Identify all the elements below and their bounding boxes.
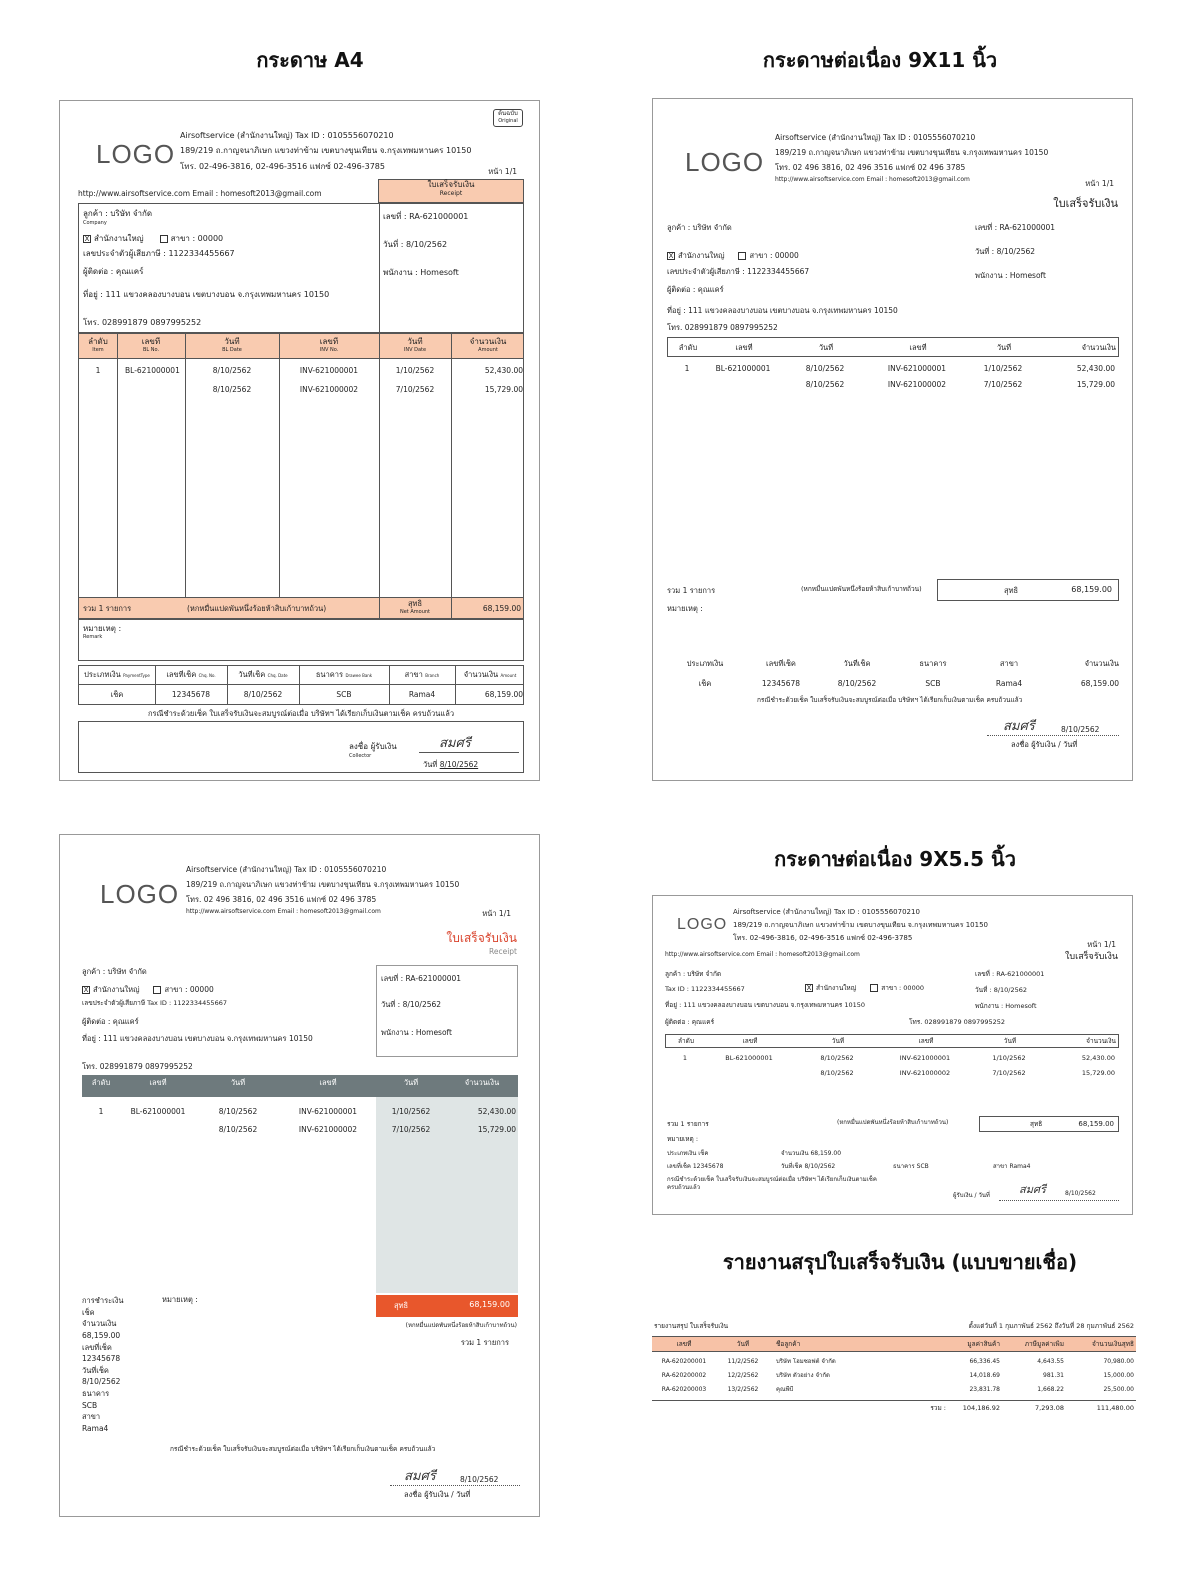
net-amount-box: สุทธิ 68,159.00 [937,579,1119,601]
net-amount-box: สุทธิ 68,159.00 [979,1116,1119,1132]
summary-total-row: รวม : 104,186.92 7,293.08 111,480.00 [930,1404,1134,1412]
table-row: 8/10/2562 INV-621000002 7/10/2562 15,729.00 [218,1125,516,1134]
sheet-9x55: LOGO Airsoftservice (สำนักงานใหญ่) Tax ID : 0105556070210 189/219 ถ.กาญจนาภิเษก แขวงท่าข้าม เขตบางขุนเทียน จ.กรุงเทพมหานคร 10150 โทร. 02-496-3816, 02-496-3516 แฟกซ์ 02-496-3785 http://www.airsoftservice.com Email : homesoft2013@gmail.com หน้า 1/1 ใบเสร็จรับเงิน ลูกค้า : บริษัท จำกัด Tax ID : 1122334455667 X สำนักงานใหญ่ สาขา : 00000 ที่อยู่ : 111 แขวงคลองบางบอน เขตบางบอน จ.กรุงเทพมหานคร 10150 ผู้ติดต่อ : คุณแคร์ โทร. 028991879 0897995252 เลขที่ : RA-621000001 วันที่ : 8/10/2562 พนักงาน : Homesoft ลำดับ เลขที่ วันที่ เลขที่ วันที่ จำนวนเงิน 1 BL-621000001 8/10/2562 INV-621000001 1/10/2562 52,430.00 8/10/2562 INV-621000002 7/10/2562 15,729.00 รวม 1 รายการ (หกหมื่นแปดพันหนึ่งร้อยห้าสิบเก้าบาทถ้วน) สุทธิ 68,159.00 หมายเหตุ : ประเภทเงิน เช็ค จำนวนเงิน 68,159.00 เลขที่เช็ค 12345678 วันที่เช็ค 8/10/2562 ธนาคาร SCB สาขา Rama4 กรณีชำระด้วยเช็ค ใบเสร็จรับเงินจะสมบูรณ์ต่อเมื่อ บริษัทฯ ได้เรียกเก็บเงินตามเช็ค ครบถ้วนแล้ว สมศรี 8/10/2562 ผู้รับเงิน / วันที่ [652,895,1133,1215]
original-badge: ต้นฉบับ Original [493,109,523,127]
heading-a4: กระดาษ A4 [256,48,364,72]
table-row: 8/10/2562 INV-621000002 7/10/2562 15,729.00 [805,380,1115,389]
sheet-a4 [59,100,540,781]
web-email: http://www.airsoftservice.com Email : homesoft2013@gmail.com [78,189,322,198]
company-info: Airsoftservice (สำนักงานใหญ่) Tax ID : 0105556070210 189/219 ถ.กาญจนาภิเษก แขวงท่าข้าม เขตบางขุนเทียน จ.กรุงเทพมหานคร 10150 โทร. 02 496 3816, 02 496 3516 แฟกซ์ 02 496 3785 http://www.airsoftservice.com Email : homesoft2013@gmail.com [186,865,460,916]
head-office-checkbox[interactable]: X [83,986,89,994]
receipt-title: ใบเสร็จรับเงิน [1065,952,1118,962]
payment-details: การชำระเงิน เช็ค จำนวนเงิน 68,159.00 เลขที่เช็ค 12345678 วันที่เช็ค 8/10/2562 ธนาคาร SCB สาขา Rama4 [82,1296,124,1433]
doc-info-box: เลขที่ : RA-621000001 วันที่ : 8/10/2562 พนักงาน : Homesoft [376,965,518,1057]
summary-row: RA-620200001 11/2/2562 บริษัท โฮมซอฟต์ จำกัด 66,336.45 4,643.55 70,980.00 [661,1358,1134,1365]
signature-image: สมศรี [1019,1183,1046,1196]
summary-range: ตั้งแต่วันที่ 1 กุมภาพันธ์ 2562 ถึงวันที่ 28 กุมภาพันธ์ 2562 [968,1322,1134,1330]
cheque-note: กรณีชำระด้วยเช็ค ใบเสร็จรับเงินจะสมบูรณ์ต่อเมื่อ บริษัทฯ ได้เรียกเก็บเงินตามเช็ค ครบถ้วนแล้ว [667,1176,877,1191]
company-logo: LOGO [96,139,176,169]
receipt-title: ใบเสร็จรับเงิน [1053,197,1118,210]
signature-box: ลงชื่อ ผู้รับเงิน Collector สมศรี วันที่ 8/10/2562 [78,721,524,773]
company-info: Airsoftservice (สำนักงานใหญ่) Tax ID : 0105556070210 189/219 ถ.กาญจนาภิเษก แขวงท่าข้าม เขตบางขุนเทียน จ.กรุงเทพมหานคร 10150 โทร. 02-496-3816, 02-496-3516 แฟกซ์ 02-496-3785 [180,131,472,171]
items-table-header: ลำดับ เลขที่ วันที่ เลขที่ วันที่ จำนวนเงิน [82,1075,518,1097]
payment-row: เช็ค 12345678 8/10/2562 SCB Rama4 68,159.00 [110,690,523,699]
head-office-checkbox[interactable]: X [806,984,812,992]
heading-9x11: กระดาษต่อเนื่อง 9X11 นิ้ว [762,48,998,72]
branch-checkbox[interactable] [153,986,161,994]
page-number: หน้า 1/1 [1087,940,1116,949]
branch-checkbox[interactable] [870,984,878,992]
summary-report [652,1318,1136,1418]
head-office-checkbox[interactable]: X [84,234,90,243]
items-table-header: ลำดับ เลขที่ วันที่ เลขที่ วันที่ จำนวนเงิน [665,1034,1119,1048]
company-logo: LOGO [677,916,728,933]
head-office-checkbox[interactable]: X [668,252,674,260]
page-number: หน้า 1/1 [488,167,517,176]
signature-image: สมศรี [439,736,471,751]
heading-9x55: กระดาษต่อเนื่อง 9X5.5 นิ้ว [774,847,1016,871]
table-row: 1 BL-621000001 8/10/2562 INV-621000001 1/10/2562 52,430.00 [95,366,523,375]
items-table-header: ลำดับ เลขที่ วันที่ เลขที่ วันที่ จำนวนเงิน [88,337,507,346]
payment-table: ประเภทเงิน PaymentType เลขที่เช็ค Chq. No. วันที่เช็ค Chq. Date ธนาคาร Drawee Bank สาขา Branch จำนวนเงิน Amount เช็ค 12345678 8/10/2562 SCB Rama4 68,159.00 [78,665,524,705]
receipt-title-box: ใบเสร็จรับเงิน Receipt [378,179,524,203]
table-row: 8/10/2562 INV-621000002 7/10/2562 15,729.00 [820,1069,1115,1077]
summary-title: รายงานสรุป ใบเสร็จรับเงิน [654,1322,729,1330]
cheque-note: กรณีชำระด้วยเช็ค ใบเสร็จรับเงินจะสมบูรณ์ต่อเมื่อ บริษัทฯ ได้เรียกเก็บเงินตามเช็ค ครบถ้วนแล้ว [147,709,455,718]
remark-box: หมายเหตุ : Remark [78,619,524,661]
summary-header: เลขที่ วันที่ ชื่อลูกค้า มูลค่าสินค้า ภาษีมูลค่าเพิ่ม จำนวนเงินสุทธิ [652,1336,1136,1352]
cheque-note: กรณีชำระด้วยเช็ค ใบเสร็จรับเงินจะสมบูรณ์ต่อเมื่อ บริษัทฯ ได้เรียกเก็บเงินตามเช็ค ครบถ้วนแล้ว [757,696,1023,704]
summary-row: RA-620200003 13/2/2562 คุณพีบี 23,831.78 1,668.22 25,500.00 [661,1386,1134,1393]
customer-box: ลูกค้า : บริษัท จำกัด Company X สำนักงานใหญ่ สาขา : 00000 เลขประจำตัวผู้เสียภาษี : 1122334455667 ผู้ติดต่อ : คุณแคร์ ที่อยู่ : 111 แขวงคลองบางบอน เขตบางบอน จ.กรุงเทพมหานคร 10150 โทร. 028991879 0897995252 เลขที่ : RA-621000001 วันที่ : 8/10/2562 พนักงาน : Homesoft [78,203,524,333]
company-info: Airsoftservice (สำนักงานใหญ่) Tax ID : 0105556070210 189/219 ถ.กาญจนาภิเษก แขวงท่าข้าม เขตบางขุนเทียน จ.กรุงเทพมหานคร 10150 โทร. 02 496 3816, 02 496 3516 แฟกซ์ 02 496 3785 http://www.airsoftservice.com Email : homesoft2013@gmail.com [775,133,1049,184]
items-table: ลำดับ เลขที่ วันที่ เลขที่ วันที่ จำนวนเงิน Item BL No. BL Date INV No. INV Date Amount 1 BL-621000001 8/10/2562 INV-621000001 1/10/2562 52,430.00 8/10/2562 INV-621000002 7/10/2562 15,729.00 [78,333,524,619]
signature-image: สมศรี [404,1469,436,1484]
payment-row: เช็ค 12345678 8/10/2562 SCB Rama4 68,159.00 [698,679,1119,688]
sheet-9x11: LOGO Airsoftservice (สำนักงานใหญ่) Tax ID : 0105556070210 189/219 ถ.กาญจนาภิเษก แขวงท่าข้าม เขตบางขุนเทียน จ.กรุงเทพมหานคร 10150 โทร. 02 496 3816, 02 496 3516 แฟกซ์ 02 496 3785 http://www.airsoftservice.com Email : homesoft2013@gmail.com หน้า 1/1 ใบเสร็จรับเงิน ลูกค้า : บริษัท จำกัด X สำนักงานใหญ่ สาขา : 00000 เลขประจำตัวผู้เสียภาษี : 1122334455667 ผู้ติดต่อ : คุณแคร์ ที่อยู่ : 111 แขวงคลองบางบอน เขตบางบอน จ.กรุงเทพมหานคร 10150 โทร. 028991879 0897995252 เลขที่ : RA-621000001 วันที่ : 8/10/2562 พนักงาน : Homesoft ลำดับ เลขที่ วันที่ เลขที่ วันที่ จำนวนเงิน 1 BL-621000001 8/10/2562 INV-621000001 1/10/2562 52,430.00 8/10/2562 INV-621000002 7/10/2562 15,729.00 รวม 1 รายการ (หกหมื่นแปดพันหนึ่งร้อยห้าสิบเก้าบาทถ้วน) สุทธิ 68,159.00 หมายเหตุ : ประเภทเงิน เลขที่เช็ค วันที่เช็ค ธนาคาร สาขา จำนวนเงิน เช็ค 12345678 8/10/2562 SCB Rama4 68,159.00 กรณีชำระด้วยเช็ค ใบเสร็จรับเงินจะสมบูรณ์ต่อเมื่อ บริษัทฯ ได้เรียกเก็บเงินตามเช็ค ครบถ้วนแล้ว สมศรี 8/10/2562 ลงชื่อ ผู้รับเงิน / วันที่ [652,98,1133,781]
table-row: 8/10/2562 INV-621000002 7/10/2562 15,729.00 [212,385,523,394]
page-number: หน้า 1/1 [482,909,511,918]
signature-image: สมศรี [1003,719,1035,734]
totals-bar: รวม 1 รายการ (หกหมื่นแปดพันหนึ่งร้อยห้าสิบเก้าบาทถ้วน) สุทธิ Net Amount 68,159.00 [78,597,524,619]
sheet-a4-styled: LOGO Airsoftservice (สำนักงานใหญ่) Tax ID : 0105556070210 189/219 ถ.กาญจนาภิเษก แขวงท่าข้าม เขตบางขุนเทียน จ.กรุงเทพมหานคร 10150 โทร. 02 496 3816, 02 496 3516 แฟกซ์ 02 496 3785 http://www.airsoftservice.com Email : homesoft2013@gmail.com หน้า 1/1 ใบเสร็จรับเงิน Receipt ลูกค้า : บริษัท จำกัด X สำนักงานใหญ่ สาขา : 00000 เลขประจำตัวผู้เสียภาษี Tax ID : 1122334455667 ผู้ติดต่อ : คุณแคร์ ที่อยู่ : 111 แขวงคลองบางบอน เขตบางบอน จ.กรุงเทพมหานคร 10150 โทร. 028991879 0897995252 เลขที่ : RA-621000001 วันที่ : 8/10/2562 พนักงาน : Homesoft ลำดับ เลขที่ วันที่ เลขที่ วันที่ จำนวนเงิน 1 BL-621000001 8/10/2562 INV-621000001 1/10/2562 52,430.00 8/10/2562 INV-621000002 7/10/2562 15,729.00 สุทธิ 68,159.00 (หกหมื่นแปดพันหนึ่งร้อยห้าสิบเก้าบาทถ้วน) รวม 1 รายการ การชำระเงิน เช็ค จำนวนเงิน 68,159.00 เลขที่เช็ค 12345678 วันที่เช็ค 8/10/2562 ธนาคาร SCB สาขา Rama4 หมายเหตุ : กรณีชำระด้วยเช็ค ใบเสร็จรับเงินจะสมบูรณ์ต่อเมื่อ บริษัทฯ ได้เรียกเก็บเงินตามเช็ค ครบถ้วนแล้ว สมศรี 8/10/2562 ลงชื่อ ผู้รับเงิน / วันที่ [59,834,540,1517]
branch-checkbox[interactable] [160,235,168,243]
items-table-header: ลำดับ เลขที่ วันที่ เลขที่ วันที่ จำนวนเงิน [667,337,1119,357]
company-logo: LOGO [100,879,180,909]
cheque-note: กรณีชำระด้วยเช็ค ใบเสร็จรับเงินจะสมบูรณ์ต่อเมื่อ บริษัทฯ ได้เรียกเก็บเงินตามเช็ค ครบถ้วนแล้ว [170,1445,436,1453]
table-row: 1 BL-621000001 8/10/2562 INV-621000001 1/10/2562 52,430.00 [98,1107,516,1116]
summary-row: RA-620200002 12/2/2562 บริษัท ตัวอย่าง จำกัด 14,018.69 981.31 15,000.00 [661,1372,1134,1379]
heading-summary: รายงานสรุปใบเสร็จรับเงิน (แบบขายเชื่อ) [722,1250,1078,1274]
page-number: หน้า 1/1 [1085,179,1114,188]
branch-checkbox[interactable] [738,252,746,260]
table-row: 1 BL-621000001 8/10/2562 INV-621000001 1/10/2562 52,430.00 [684,364,1115,373]
company-info: Airsoftservice (สำนักงานใหญ่) Tax ID : 0105556070210 189/219 ถ.กาญจนาภิเษก แขวงท่าข้าม เขตบางขุนเทียน จ.กรุงเทพมหานคร 10150 โทร. 02-496-3816, 02-496-3516 แฟกซ์ 02-496-3785 [733,908,988,943]
receipt-title: ใบเสร็จรับเงิน [446,931,517,945]
net-amount-bar: สุทธิ 68,159.00 [376,1295,518,1317]
table-row: 1 BL-621000001 8/10/2562 INV-621000001 1/10/2562 52,430.00 [682,1054,1115,1062]
company-logo: LOGO [685,147,765,177]
